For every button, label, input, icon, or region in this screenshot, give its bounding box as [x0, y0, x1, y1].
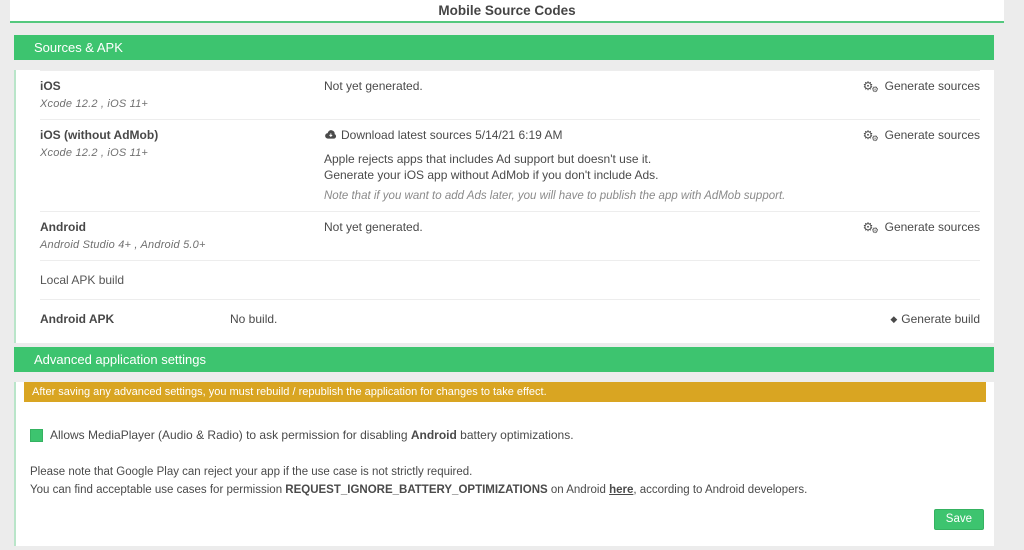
cogs-icon: ⚙⚙ — [862, 79, 879, 94]
ios-no-admob-status-cell — [324, 128, 863, 202]
ios-no-admob-requirements: Xcode 12.2 , iOS 11+ — [40, 147, 149, 159]
note2-pre: You can find acceptable use cases for permission — [30, 484, 286, 497]
battery-label-post: battery optimizations. — [456, 428, 574, 442]
generate-build-button[interactable] — [890, 312, 980, 326]
android-apk-status-cell — [230, 312, 890, 326]
android-status-cell — [324, 220, 863, 251]
android-apk-action-cell — [890, 312, 980, 326]
cloud-download-icon — [324, 130, 337, 140]
android-apk-row — [40, 299, 980, 338]
ios-without-admob-row — [40, 119, 980, 211]
battery-optimization-checkbox[interactable] — [30, 429, 43, 442]
page-title: Mobile Source Codes — [438, 3, 576, 18]
generate-build-label: Generate build — [901, 312, 980, 326]
note2-post: , according to Android developers. — [633, 484, 808, 497]
admob-info-line-1: Apple rejects apps that includes Ad support but doesn't use it. — [324, 152, 652, 166]
admob-note: Note that if you want to add Ads later, you will have to publish the app with AdMob support. — [324, 190, 786, 202]
android-generate-sources-button[interactable] — [863, 220, 980, 234]
ios-generate-sources-label: Generate sources — [884, 79, 980, 93]
advanced-settings-body — [14, 382, 994, 546]
note-line-2 — [30, 481, 980, 499]
android-apk-name: Android APK — [40, 312, 115, 326]
ios-no-admob-generate-sources-button[interactable] — [863, 128, 980, 142]
sources-apk-panel — [14, 35, 994, 343]
android-action-cell — [863, 220, 980, 251]
local-apk-build-label: Local APK build — [40, 260, 980, 299]
download-latest-sources-label: Download latest sources 5/14/21 6:19 AM — [341, 128, 563, 142]
google-play-note — [30, 463, 980, 500]
ios-no-admob-generate-sources-label: Generate sources — [884, 128, 980, 142]
page-header — [10, 0, 1004, 23]
small-cog-icon: ⚙ — [871, 85, 879, 94]
ios-status: Not yet generated. — [324, 79, 423, 93]
sources-rows — [40, 70, 980, 338]
android-requirements: Android Studio 4+ , Android 5.0+ — [40, 239, 206, 251]
battery-optimization-label — [50, 428, 574, 442]
advanced-settings-panel — [14, 347, 994, 546]
android-name: Android — [40, 220, 86, 234]
cogs-icon: ⚙⚙ — [862, 220, 879, 235]
small-cog-icon: ⚙ — [871, 134, 879, 143]
here-link[interactable]: here — [609, 484, 634, 497]
sources-apk-title: Sources & APK — [34, 40, 123, 55]
download-latest-sources-link[interactable] — [324, 128, 562, 142]
admob-info-line-2: Generate your iOS app without AdMob if you don't include Ads. — [324, 168, 659, 182]
android-row — [40, 211, 980, 260]
ios-no-admob-action-cell — [863, 128, 980, 202]
android-generate-sources-label: Generate sources — [884, 220, 980, 234]
sources-apk-body — [14, 70, 994, 343]
android-status: Not yet generated. — [324, 220, 423, 234]
battery-optimization-row — [30, 428, 994, 442]
small-cog-icon: ⚙ — [871, 226, 879, 235]
advanced-settings-title: Advanced application settings — [34, 352, 207, 367]
battery-label-bold: Android — [410, 428, 457, 442]
ios-name-cell — [40, 79, 324, 110]
ios-no-admob-name: iOS (without AdMob) — [40, 128, 159, 142]
save-button[interactable]: Save — [934, 509, 984, 530]
note2-permission: REQUEST_IGNORE_BATTERY_OPTIMIZATIONS — [285, 484, 548, 497]
build-icon: ◆ — [890, 314, 898, 324]
note2-mid: on Android — [547, 484, 610, 497]
ios-requirements: Xcode 12.2 , iOS 11+ — [40, 98, 149, 110]
note-line-1: Please note that Google Play can reject your app if the use case is not strictly required. — [30, 466, 473, 478]
android-name-cell — [40, 220, 324, 251]
rebuild-warning-banner — [24, 382, 986, 402]
android-apk-status: No build. — [230, 312, 278, 326]
ios-status-cell — [324, 79, 863, 110]
sources-apk-header — [14, 35, 994, 60]
advanced-settings-header — [14, 347, 994, 372]
ios-row — [40, 70, 980, 119]
ios-action-cell — [863, 79, 980, 110]
rebuild-warning-text: After saving any advanced settings, you must rebuild / republish the application for changes to take effect. — [32, 386, 547, 398]
ios-no-admob-name-cell — [40, 128, 324, 202]
ios-generate-sources-button[interactable] — [863, 79, 980, 93]
ios-name: iOS — [40, 79, 61, 93]
cogs-icon: ⚙⚙ — [862, 128, 879, 143]
battery-label-pre: Allows MediaPlayer (Audio & Radio) to ask permission for disabling — [50, 428, 411, 442]
